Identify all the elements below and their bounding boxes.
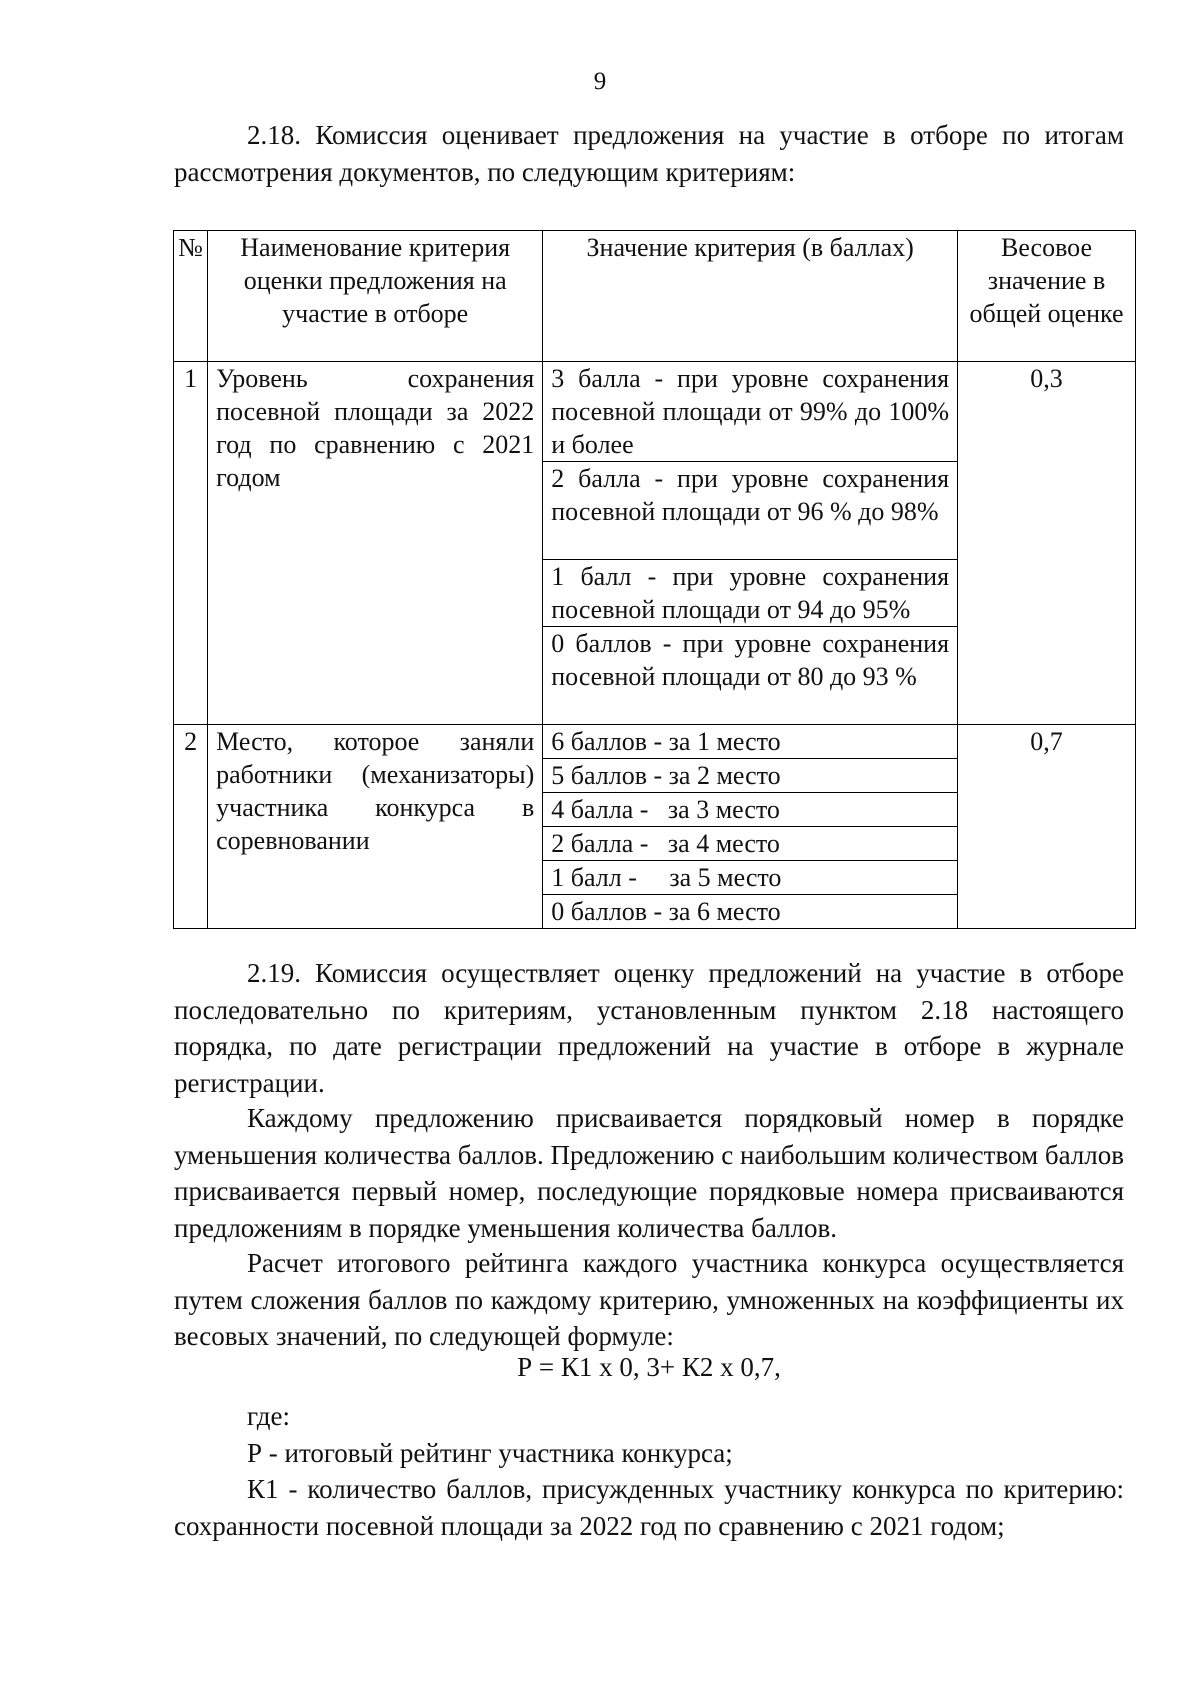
value-cell: 4 балла - за 3 место: [543, 793, 958, 827]
value-cell: 2 балла - за 4 место: [543, 827, 958, 861]
definition-p: Р - итоговый рейтинг участника конкурса;: [247, 1438, 733, 1468]
page-number: 9: [593, 68, 607, 95]
where-label: где:: [247, 1401, 290, 1431]
paragraph-ordering: Каждому предложению присваивается порядковый номер в порядке уменьшения количества баллов. Предложению с наибольшим количеством баллов присваивается первый номер, последующие порядковые номера присваиваются предложениям в порядке уменьшения количества баллов.: [174, 1103, 1124, 1243]
value-cell: 0 баллов - за 6 место: [543, 895, 958, 929]
definition-k1: К1 - количество баллов, присужденных участнику конкурса по критерию: сохранности посевной площади за 2022 год по сравнению с 2021 годом;: [174, 1474, 1124, 1541]
row-num: 1: [174, 362, 208, 725]
criteria-table: [173, 230, 1136, 929]
header-num: №: [174, 231, 208, 362]
value-cell: 6 баллов - за 1 место: [543, 725, 958, 759]
value-cell: 1 балл - за 5 место: [543, 861, 958, 895]
table-header-row: [174, 231, 1136, 362]
row-criterion-name: Место, которое заняли работники (механизаторы) участника конкурса в соревновании: [208, 725, 543, 929]
table-row: [174, 362, 1136, 462]
paragraph-2-18: 2.18. Комиссия оценивает предложения на участие в отборе по итогам рассмотрения документов, по следующим критериям:: [174, 120, 1124, 187]
value-cell: 0 баллов - при уровне сохранения посевной площади от 80 до 93 %: [543, 627, 958, 725]
table-row: [174, 725, 1136, 759]
value-cell: 5 баллов - за 2 место: [543, 759, 958, 793]
row-criterion-name: Уровень сохранения посевной площади за 2022 год по сравнению с 2021 годом: [208, 362, 543, 725]
header-criterion-value: Значение критерия (в баллах): [543, 231, 958, 362]
value-cell: 1 балл - при уровне сохранения посевной площади от 94 до 95%: [543, 560, 958, 627]
paragraph-rating: Расчет итогового рейтинга каждого участника конкурса осуществляется путем сложения баллов по каждому критерию, умноженных на коэффициенты их весовых значений, по следующей формуле:: [174, 1248, 1124, 1351]
value-cell: 3 балла - при уровне сохранения посевной площади от 99% до 100% и более: [543, 362, 958, 462]
row-num: 2: [174, 725, 208, 929]
header-weight: Весовое значение в общей оценке: [958, 231, 1136, 362]
row-weight: 0,3: [958, 362, 1136, 725]
paragraph-2-19: 2.19. Комиссия осуществляет оценку предложений на участие в отборе последовательно по критериям, установленным пунктом 2.18 настоящего порядка, по дате регистрации предложений на участие в отборе в журнале регистрации.: [174, 958, 1124, 1098]
value-cell: 2 балла - при уровне сохранения посевной площади от 96 % до 98%: [543, 462, 958, 560]
header-criterion-name: Наименование критерия оценки предложения на участие в отборе: [208, 231, 543, 362]
rating-formula: Р = К1 х 0, 3+ К2 х 0,7,: [517, 1352, 781, 1382]
row-weight: 0,7: [958, 725, 1136, 929]
